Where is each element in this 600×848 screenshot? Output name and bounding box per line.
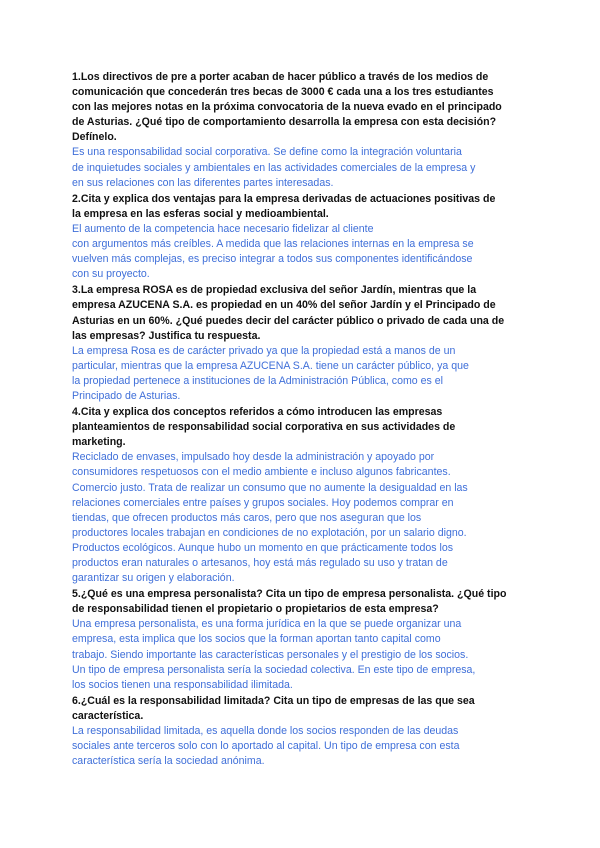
answer-6 <box>72 724 540 769</box>
answer-line: garantizar su origen y elaboración. <box>72 572 235 585</box>
answer-line: Principado de Asturias. <box>72 389 181 402</box>
answer-line: de inquietudes sociales y ambientales en las actividades comerciales de la empresa y <box>72 161 476 174</box>
answer-line: particular, mientras que la empresa AZUCENA S.A. tiene un carácter público, ya que <box>72 359 469 372</box>
question-line: de responsabilidad tienen el propietario o propietarios de esta empresa? <box>72 603 439 616</box>
question-line: comunicación que concederán tres becas de 3000 € cada una a los tres estudiantes <box>72 86 494 99</box>
question-3 <box>72 283 540 343</box>
question-line: 1.Los directivos de pre a porter acaban de hacer público a través de los medios de <box>72 71 489 83</box>
answer-line: la propiedad pertenece a instituciones de la Administración Pública, como es el <box>72 374 443 387</box>
answer-1 <box>72 145 540 190</box>
question-2 <box>72 192 540 222</box>
answer-5 <box>72 617 540 692</box>
question-line: las empresas? Justifica tu respuesta. <box>72 329 261 342</box>
qa-block-3 <box>72 283 540 404</box>
question-line: 3.La empresa ROSA es de propiedad exclusiva del señor Jardín, mientras que la <box>72 284 477 297</box>
question-5 <box>72 587 540 617</box>
question-line: la empresa en las esferas social y medioambiental. <box>72 207 329 220</box>
answer-line: La empresa Rosa es de carácter privado ya que la propiedad está a manos de un <box>72 344 456 357</box>
question-6 <box>72 694 540 724</box>
question-line: Defínelo. <box>72 131 117 144</box>
answer-line: consumidores respetuosos con el medio ambiente e incluso algunos fabricantes. <box>72 466 451 479</box>
answer-line: con argumentos más creíbles. A medida que las relaciones internas en la empresa se <box>72 238 474 251</box>
question-line: 2.Cita y explica dos ventajas para la empresa derivadas de actuaciones positivas de <box>72 192 496 205</box>
qa-block-1 <box>72 70 540 191</box>
answer-4 <box>72 450 540 586</box>
answer-line: relaciones comerciales entre países y grupos sociales. Hoy podemos comprar en <box>72 496 454 509</box>
question-line: 6.¿Cuál es la responsabilidad limitada? Cita un tipo de empresas de las que sea <box>72 694 475 707</box>
question-line: con las mejores notas en la próxima convocatoria de la nueva evado en el principado <box>72 101 502 114</box>
answer-line: Un tipo de empresa personalista sería la sociedad colectiva. En este tipo de empresa, <box>72 663 476 676</box>
question-line: de Asturias. ¿Qué tipo de comportamiento desarrolla la empresa con esta decisión? <box>72 116 497 129</box>
answer-line: Productos ecológicos. Aunque hubo un momento en que prácticamente todos los <box>72 541 454 554</box>
answer-line: La responsabilidad limitada, es aquella donde los socios responden de las deudas <box>72 725 459 738</box>
question-4 <box>72 405 540 450</box>
answer-line: característica sería la sociedad anónima. <box>72 755 265 768</box>
qa-block-4 <box>72 405 540 586</box>
question-line: 5.¿Qué es una empresa personalista? Cita un tipo de empresa personalista. ¿Qué tipo <box>72 588 507 601</box>
answer-line: con su proyecto. <box>72 268 150 281</box>
answer-3 <box>72 344 540 404</box>
answer-line: El aumento de la competencia hace necesario fidelizar al cliente <box>72 222 374 235</box>
qa-block-6 <box>72 694 540 769</box>
question-line: 4.Cita y explica dos conceptos referidos a cómo introducen las empresas <box>72 406 443 419</box>
answer-line: Reciclado de envases, impulsado hoy desde la administración y apoyado por <box>72 451 435 464</box>
answer-line: productores locales trabajan en condiciones de no explotación, por un salario digno. <box>72 526 467 539</box>
answer-line: vuelven más complejas, es preciso integrar a todos sus componentes identificándose <box>72 253 473 266</box>
question-line: planteamientos de responsabilidad social corporativa en sus actividades de <box>72 421 456 434</box>
question-1 <box>72 70 540 145</box>
answer-2 <box>72 222 540 282</box>
document-content <box>72 70 540 769</box>
answer-line: trabajo. Siendo importante las características personales y el prestigio de los socios. <box>72 648 469 661</box>
question-line: empresa AZUCENA S.A. es propiedad en un 40% del señor Jardín y el Principado de <box>72 299 496 312</box>
answer-line: tiendas, que ofrecen productos más caros, pero que nos aseguran que los <box>72 511 422 524</box>
answer-line: sociales ante terceros solo con lo aportado al capital. Un tipo de empresa con esta <box>72 740 460 753</box>
question-line: marketing. <box>72 436 126 449</box>
qa-block-2 <box>72 192 540 283</box>
answer-line: Comercio justo. Trata de realizar un consumo que no aumente la desigualdad en las <box>72 481 468 494</box>
answer-line: Una empresa personalista, es una forma jurídica en la que se puede organizar una <box>72 618 462 631</box>
answer-line: productos eran naturales o artesanos, hoy está más regulado su uso y tratan de <box>72 557 448 569</box>
answer-line: empresa, esta implica que los socios que la forman aportan tanto capital como <box>72 633 441 646</box>
question-line: Asturias en un 60%. ¿Qué puedes decir del carácter público o privado de cada una de <box>72 314 505 327</box>
answer-line: en sus relaciones con las diferentes partes interesadas. <box>72 176 334 189</box>
answer-line: Es una responsabilidad social corporativa. Se define como la integración voluntaria <box>72 146 462 159</box>
qa-block-5 <box>72 587 540 693</box>
answer-line: los socios tienen una responsabilidad ilimitada. <box>72 678 293 691</box>
question-line: característica. <box>72 709 144 722</box>
